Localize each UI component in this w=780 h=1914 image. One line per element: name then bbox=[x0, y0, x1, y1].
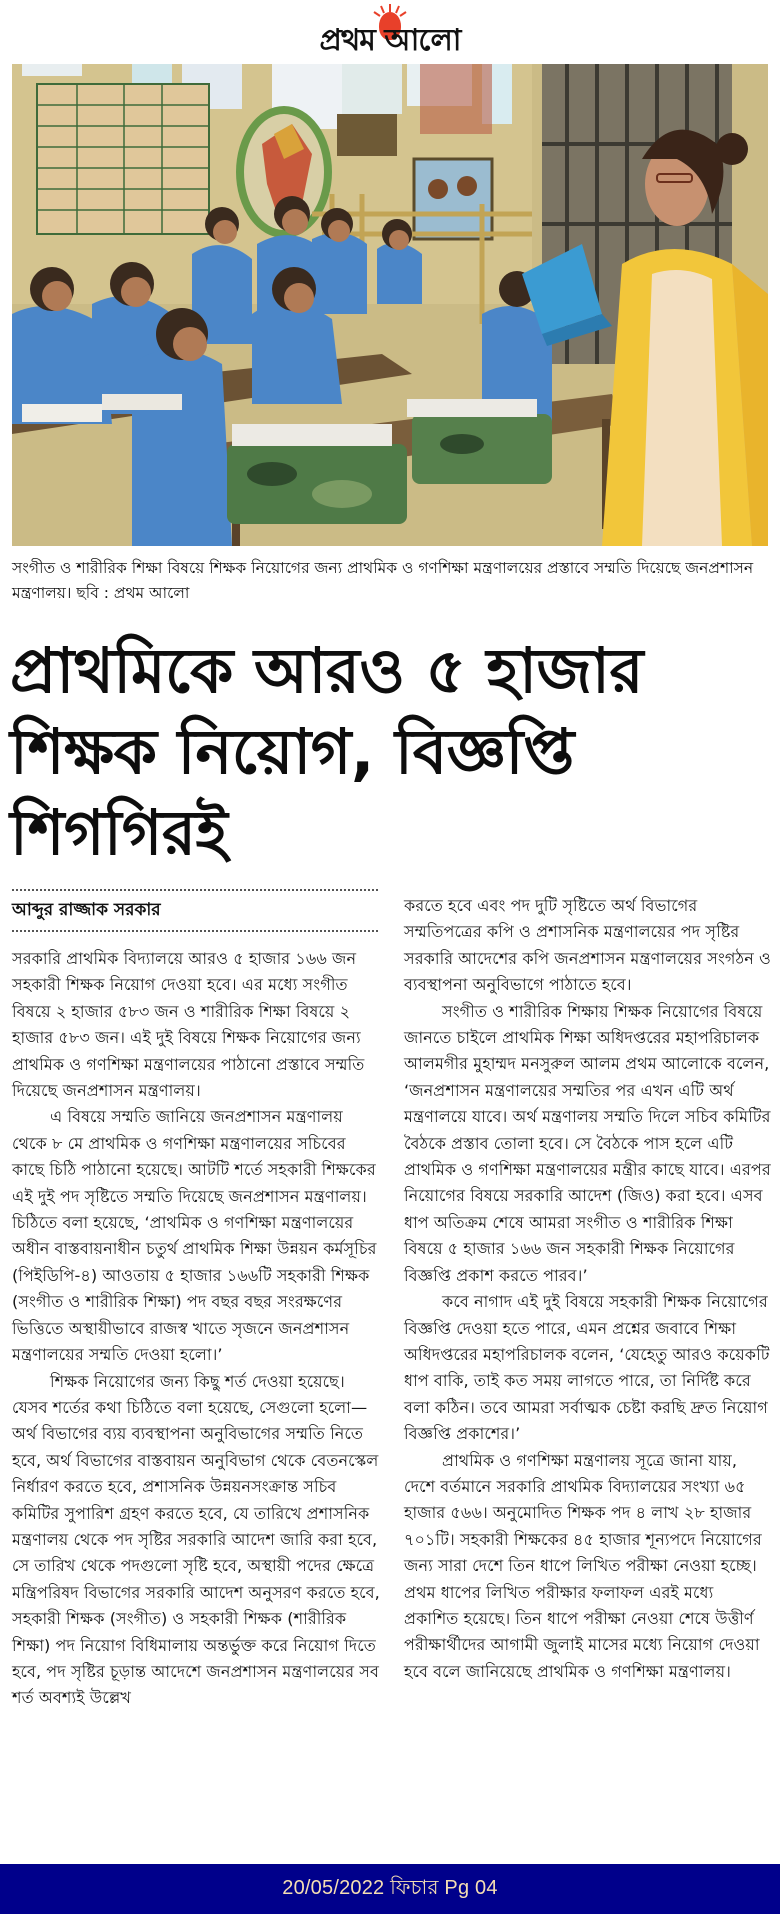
headline-line-2: শিক্ষক নিয়োগ, বিজ্ঞপ্তি bbox=[10, 715, 574, 788]
masthead bbox=[0, 0, 780, 60]
article-paragraph: সরকারি প্রাথমিক বিদ্যালয়ে আরও ৫ হাজার ১৬৬ জন সহকারী শিক্ষক নিয়োগ দেওয়া হবে। এর মধ্যে সংগীত বিষয়ে ২ হাজার ৫৮৩ জন ও শারীরিক শিক্ষা বিষয়ে ২ হাজার ৫৮৩ জন। এই দুই বিষয়ে শিক্ষক নিয়োগের জন্য প্রাথমিক ও গণশিক্ষা মন্ত্রণালয়ের পাঠানো প্রস্তাবে সম্মতি দিয়েছে জনপ্রশাসন মন্ত্রণালয়। bbox=[12, 949, 365, 1101]
photo-caption: সংগীত ও শারীরিক শিক্ষা বিষয়ে শিক্ষক নিয়োগের জন্য প্রাথমিক ও গণশিক্ষা মন্ত্রণালয়ের প্রস্তাবে সম্মতি দিয়েছে জনপ্রশাসন মন্ত্রণালয়। ছবি : প্রথম আলো bbox=[12, 559, 754, 602]
byline-block bbox=[12, 889, 378, 932]
headline-line-1: প্রাথমিকে আরও ৫ হাজার bbox=[10, 634, 644, 707]
dotted-divider-bottom bbox=[12, 930, 378, 932]
classroom-photo bbox=[12, 64, 768, 546]
article-column-left bbox=[12, 946, 382, 1712]
article-paragraph: কবে নাগাদ এই দুই বিষয়ে সহকারী শিক্ষক নিয়োগের বিজ্ঞপ্তি দেওয়া হতে পারে, এমন প্রশ্নের জবাবে শিক্ষা অধিদপ্তরের মহাপরিচালক বলেন, ‘যেহেতু আরও কয়েকটি ধাপ বাকি, তাই কত সময় লাগতে পারে, তা নির্দিষ্ট করে বলা কঠিন। তবে আমরা সর্বাত্মক চেষ্টা করছি দ্রুত নিয়োগ বিজ্ঞপ্তি প্রকাশের।’ bbox=[404, 1292, 770, 1444]
article-paragraph: করতে হবে এবং পদ দুটি সৃষ্টিতে অর্থ বিভাগের সম্মতিপত্রের কপি ও প্রশাসনিক মন্ত্রণালয়ের পদ সৃষ্টির সরকারি আদেশের কপি জনপ্রশাসন মন্ত্রণালয়ের সংগঠন ও ব্যবস্থাপনা অনুবিভাগে পাঠাতে হবে। bbox=[404, 896, 771, 995]
article-paragraph: এ বিষয়ে সম্মতি জানিয়ে জনপ্রশাসন মন্ত্রণালয় থেকে ৮ মে প্রাথমিক ও গণশিক্ষা মন্ত্রণালয়ের সচিবের কাছে চিঠি পাঠানো হয়েছে। আটটি শর্তে সহকারী শিক্ষকের এই দুই পদ সৃষ্টিতে সম্মতি দিয়েছে জনপ্রশাসন মন্ত্রণালয়। চিঠিতে বলা হয়েছে, ‘প্রাথমিক ও গণশিক্ষা মন্ত্রণালয়ের অধীন বাস্তবায়নাধীন চতুর্থ প্রাথমিক শিক্ষা উন্নয়ন কর্মসূচির (পিইডিপি-৪) আওতায় ৫ হাজার ১৬৬টি সহকারী শিক্ষক (সংগীত ও শারীরিক শিক্ষা) পদ বছর বছর সংরক্ষণের ভিত্তিতে অস্থায়ীভাবে রাজস্ব খাতে সৃজনে জনপ্রশাসন মন্ত্রণালয়ের সম্মতি দেওয়া হলো।’ bbox=[12, 1107, 377, 1365]
page-footer-bar bbox=[0, 1864, 780, 1914]
article-paragraph: শিক্ষক নিয়োগের জন্য কিছু শর্ত দেওয়া হয়েছে। যেসব শর্তের কথা চিঠিতে বলা হয়েছে, সেগুলো হলো—অর্থ বিভাগের ব্যয় ব্যবস্থাপনা অনুবিভাগের সম্মতি নিতে হবে, অর্থ বিভাগের বাস্তবায়ন অনুবিভাগ থেকে বেতনস্কেল নির্ধারণ করতে হবে, প্রশাসনিক উন্নয়নসংক্রান্ত সচিব কমিটির সুপারিশ গ্রহণ করতে হবে, যে তারিখে প্রশাসনিক মন্ত্রণালয় থেকে পদ সৃষ্টির সরকারি আদেশ জারি করা হবে, সে তারিখ থেকে পদগুলো সৃষ্টি হবে, অস্থায়ী পদের ক্ষেত্রে মন্ত্রিপরিষদ বিভাগের সরকারি আদেশ অনুসরণ করতে হবে, সহকারী শিক্ষক (সংগীত) ও সহকারী শিক্ষক (শারীরিক শিক্ষা) পদ নিয়োগ বিধিমালায় অন্তর্ভুক্ত করে নিয়োগ দিতে হবে, পদ সৃষ্টির চূড়ান্ত আদেশে জনপ্রশাসন মন্ত্রণালয়ের সব শর্ত অবশ্যই উল্লেখ bbox=[12, 1371, 380, 1708]
article-column-right bbox=[404, 893, 772, 1685]
article-paragraph: প্রাথমিক ও গণশিক্ষা মন্ত্রণালয় সূত্রে জানা যায়, দেশে বর্তমানে সরকারি প্রাথমিক বিদ্যালয়ের সংখ্যা ৬৫ হাজার ৫৬৬। অনুমোদিত শিক্ষক পদ ৪ লাখ ২৮ হাজার ৭০১টি। সহকারী শিক্ষকের ৪৫ হাজার শূন্যপদে নিয়োগের জন্য সারা দেশে তিন ধাপে লিখিত পরীক্ষা নেওয়া হচ্ছে। প্রথম ধাপের লিখিত পরীক্ষার ফলাফল এরই মধ্যে প্রকাশিত হয়েছে। তিন ধাপে পরীক্ষা নেওয়া শেষে উত্তীর্ণ পরীক্ষার্থীদের আগামী জুলাই মাসের মধ্যে নিয়োগ দেওয়া হবে বলে জানিয়েছে প্রাথমিক ও গণশিক্ষা মন্ত্রণালয়। bbox=[404, 1450, 762, 1681]
footer-date-page: 20/05/2022 ফিচার Pg 04 bbox=[282, 1876, 498, 1899]
newspaper-logo bbox=[319, 4, 460, 56]
headline bbox=[10, 630, 770, 873]
headline-line-3: শিগগিরই bbox=[10, 796, 228, 869]
article-photo bbox=[12, 64, 768, 546]
logo-text: প্রথম আলো bbox=[319, 23, 461, 58]
byline-author: আব্দুর রাজ্জাক সরকার bbox=[12, 900, 161, 920]
article-paragraph: সংগীত ও শারীরিক শিক্ষায় শিক্ষক নিয়োগের বিষয়ে জানতে চাইলে প্রাথমিক শিক্ষা অধিদপ্তরের মহাপরিচালক আলমগীর মুহাম্মদ মনসুরুল আলম প্রথম আলোকে বলেন, ‘জনপ্রশাসন মন্ত্রণালয়ের সম্মতির পর এখন এটি অর্থ মন্ত্রণালয়ে যাবে। অর্থ মন্ত্রণালয় সম্মতি দিলে সচিব কমিটির বৈঠকে প্রস্তাব তোলা হবে। সে বৈঠকে পাস হলে এটি প্রাথমিক ও গণশিক্ষা মন্ত্রণালয়ের মন্ত্রীর কাছে যাবে। এরপর নিয়োগের বিষয়ে সরকারি আদেশ (জিও) করা হবে। এসব ধাপ অতিক্রম শেষে আমরা সংগীত ও শারীরিক শিক্ষা বিষয়ে ৫ হাজার ১৬৬ জন সহকারী শিক্ষক নিয়োগের বিজ্ঞপ্তি প্রকাশ করতে পারব।’ bbox=[404, 1001, 771, 1285]
